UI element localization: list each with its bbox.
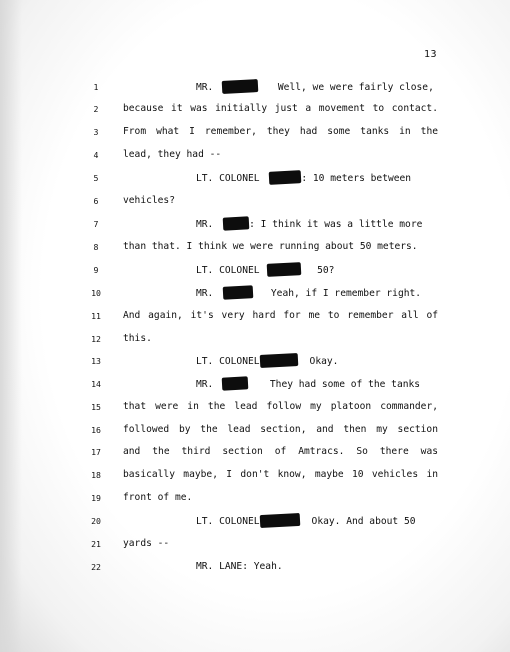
line-text: [196, 80, 438, 95]
transcript-line: [0, 354, 510, 368]
line-number: 10: [91, 288, 101, 298]
line-text: [196, 217, 438, 232]
line-number: 3: [93, 127, 99, 137]
line-number: 12: [91, 334, 101, 344]
transcript-line: [0, 80, 510, 94]
line-number: 13: [91, 356, 101, 366]
line-text-rest: : 10 meters between: [301, 173, 412, 184]
line-number: 20: [91, 516, 101, 526]
line-number: 6: [93, 196, 99, 206]
line-text: [196, 286, 438, 301]
speaker-label: MR.: [196, 219, 214, 230]
transcript-line: [0, 194, 510, 208]
transcript-line: [0, 468, 510, 482]
transcript-line: [0, 240, 510, 254]
line-number: 4: [93, 150, 99, 160]
transcript-line: [0, 332, 510, 346]
redaction-box: [222, 376, 249, 390]
line-text-rest: : I think it was a little more: [249, 219, 423, 230]
line-text: and the third section of Amtracs. So there was: [123, 446, 438, 457]
speaker-label: LT. COLONEL: [196, 516, 260, 527]
transcript-line: [0, 217, 510, 231]
line-number: 17: [91, 447, 101, 457]
line-text: because it was initially just a movement to contact.: [123, 103, 438, 114]
transcript-line: [0, 445, 510, 459]
transcript-line: [0, 560, 510, 574]
transcript-line: [0, 102, 510, 116]
line-text: that were in the lead follow my platoon commander,: [123, 401, 438, 412]
transcript-line: [0, 309, 510, 323]
line-text: lead, they had --: [123, 149, 222, 160]
line-text: this.: [123, 333, 152, 344]
transcript-line: [0, 537, 510, 551]
transcript-line: [0, 514, 510, 528]
line-number: 8: [93, 242, 99, 252]
speaker-label: MR.: [196, 82, 214, 93]
transcript-line: [0, 400, 510, 414]
transcript-line: [0, 171, 510, 185]
transcript-line: [0, 377, 510, 391]
line-number: 5: [93, 173, 99, 183]
line-text-rest: Yeah, if I remember right.: [270, 288, 422, 299]
line-text: [196, 354, 438, 369]
line-number: 2: [93, 104, 99, 114]
transcript-line: [0, 148, 510, 162]
line-text: front of me.: [123, 492, 193, 503]
scan-shadow: [0, 0, 22, 652]
line-text-rest: They had some of the tanks: [269, 379, 421, 390]
page-number: 13: [424, 49, 438, 60]
transcript-line: [0, 125, 510, 139]
line-number: 16: [91, 425, 101, 435]
line-text: [196, 514, 438, 529]
speaker-label: LT. COLONEL: [196, 356, 260, 367]
redaction-box: [259, 513, 300, 528]
line-text: [196, 171, 438, 186]
line-text: yards --: [123, 538, 170, 549]
transcript-line: [0, 491, 510, 505]
transcript-line: [0, 286, 510, 300]
redaction-box: [267, 262, 302, 277]
line-number: 9: [93, 265, 99, 275]
line-text: [196, 377, 438, 392]
line-text: [196, 263, 438, 278]
line-text-rest: Okay. And about 50: [311, 516, 416, 527]
redaction-box: [222, 79, 259, 94]
line-text-rest: Well, we were fairly close,: [277, 82, 434, 93]
line-number: 19: [91, 493, 101, 503]
redaction-box: [259, 353, 298, 368]
line-number: 18: [91, 470, 101, 480]
line-text: MR. LANE: Yeah.: [196, 561, 283, 572]
line-number: 7: [93, 219, 99, 229]
line-number: 15: [91, 402, 101, 412]
line-text: followed by the lead section, and then my section: [123, 424, 438, 435]
speaker-label: MR.: [196, 288, 214, 299]
speaker-label: LT. COLONEL: [196, 173, 260, 184]
transcript-line: [0, 263, 510, 277]
redaction-box: [269, 170, 302, 185]
line-number: 11: [91, 311, 101, 321]
line-number: 14: [91, 379, 101, 389]
line-text-rest: 50?: [317, 265, 335, 276]
line-number: 21: [91, 539, 101, 549]
speaker-label: MR.: [196, 379, 214, 390]
line-text: And again, it's very hard for me to remember all of: [123, 310, 438, 321]
line-text: From what I remember, they had some tanks in the: [123, 126, 438, 137]
line-text: than that. I think we were running about 50 meters.: [123, 241, 418, 252]
line-text-rest: Okay.: [309, 356, 339, 367]
line-number: 1: [93, 82, 99, 92]
line-text: basically maybe, I don't know, maybe 10 vehicles in: [123, 469, 438, 480]
redaction-box: [223, 216, 250, 230]
line-number: 22: [91, 562, 101, 572]
transcript-line: [0, 423, 510, 437]
line-text: vehicles?: [123, 195, 175, 206]
redaction-box: [223, 285, 254, 300]
speaker-label: LT. COLONEL: [196, 265, 260, 276]
